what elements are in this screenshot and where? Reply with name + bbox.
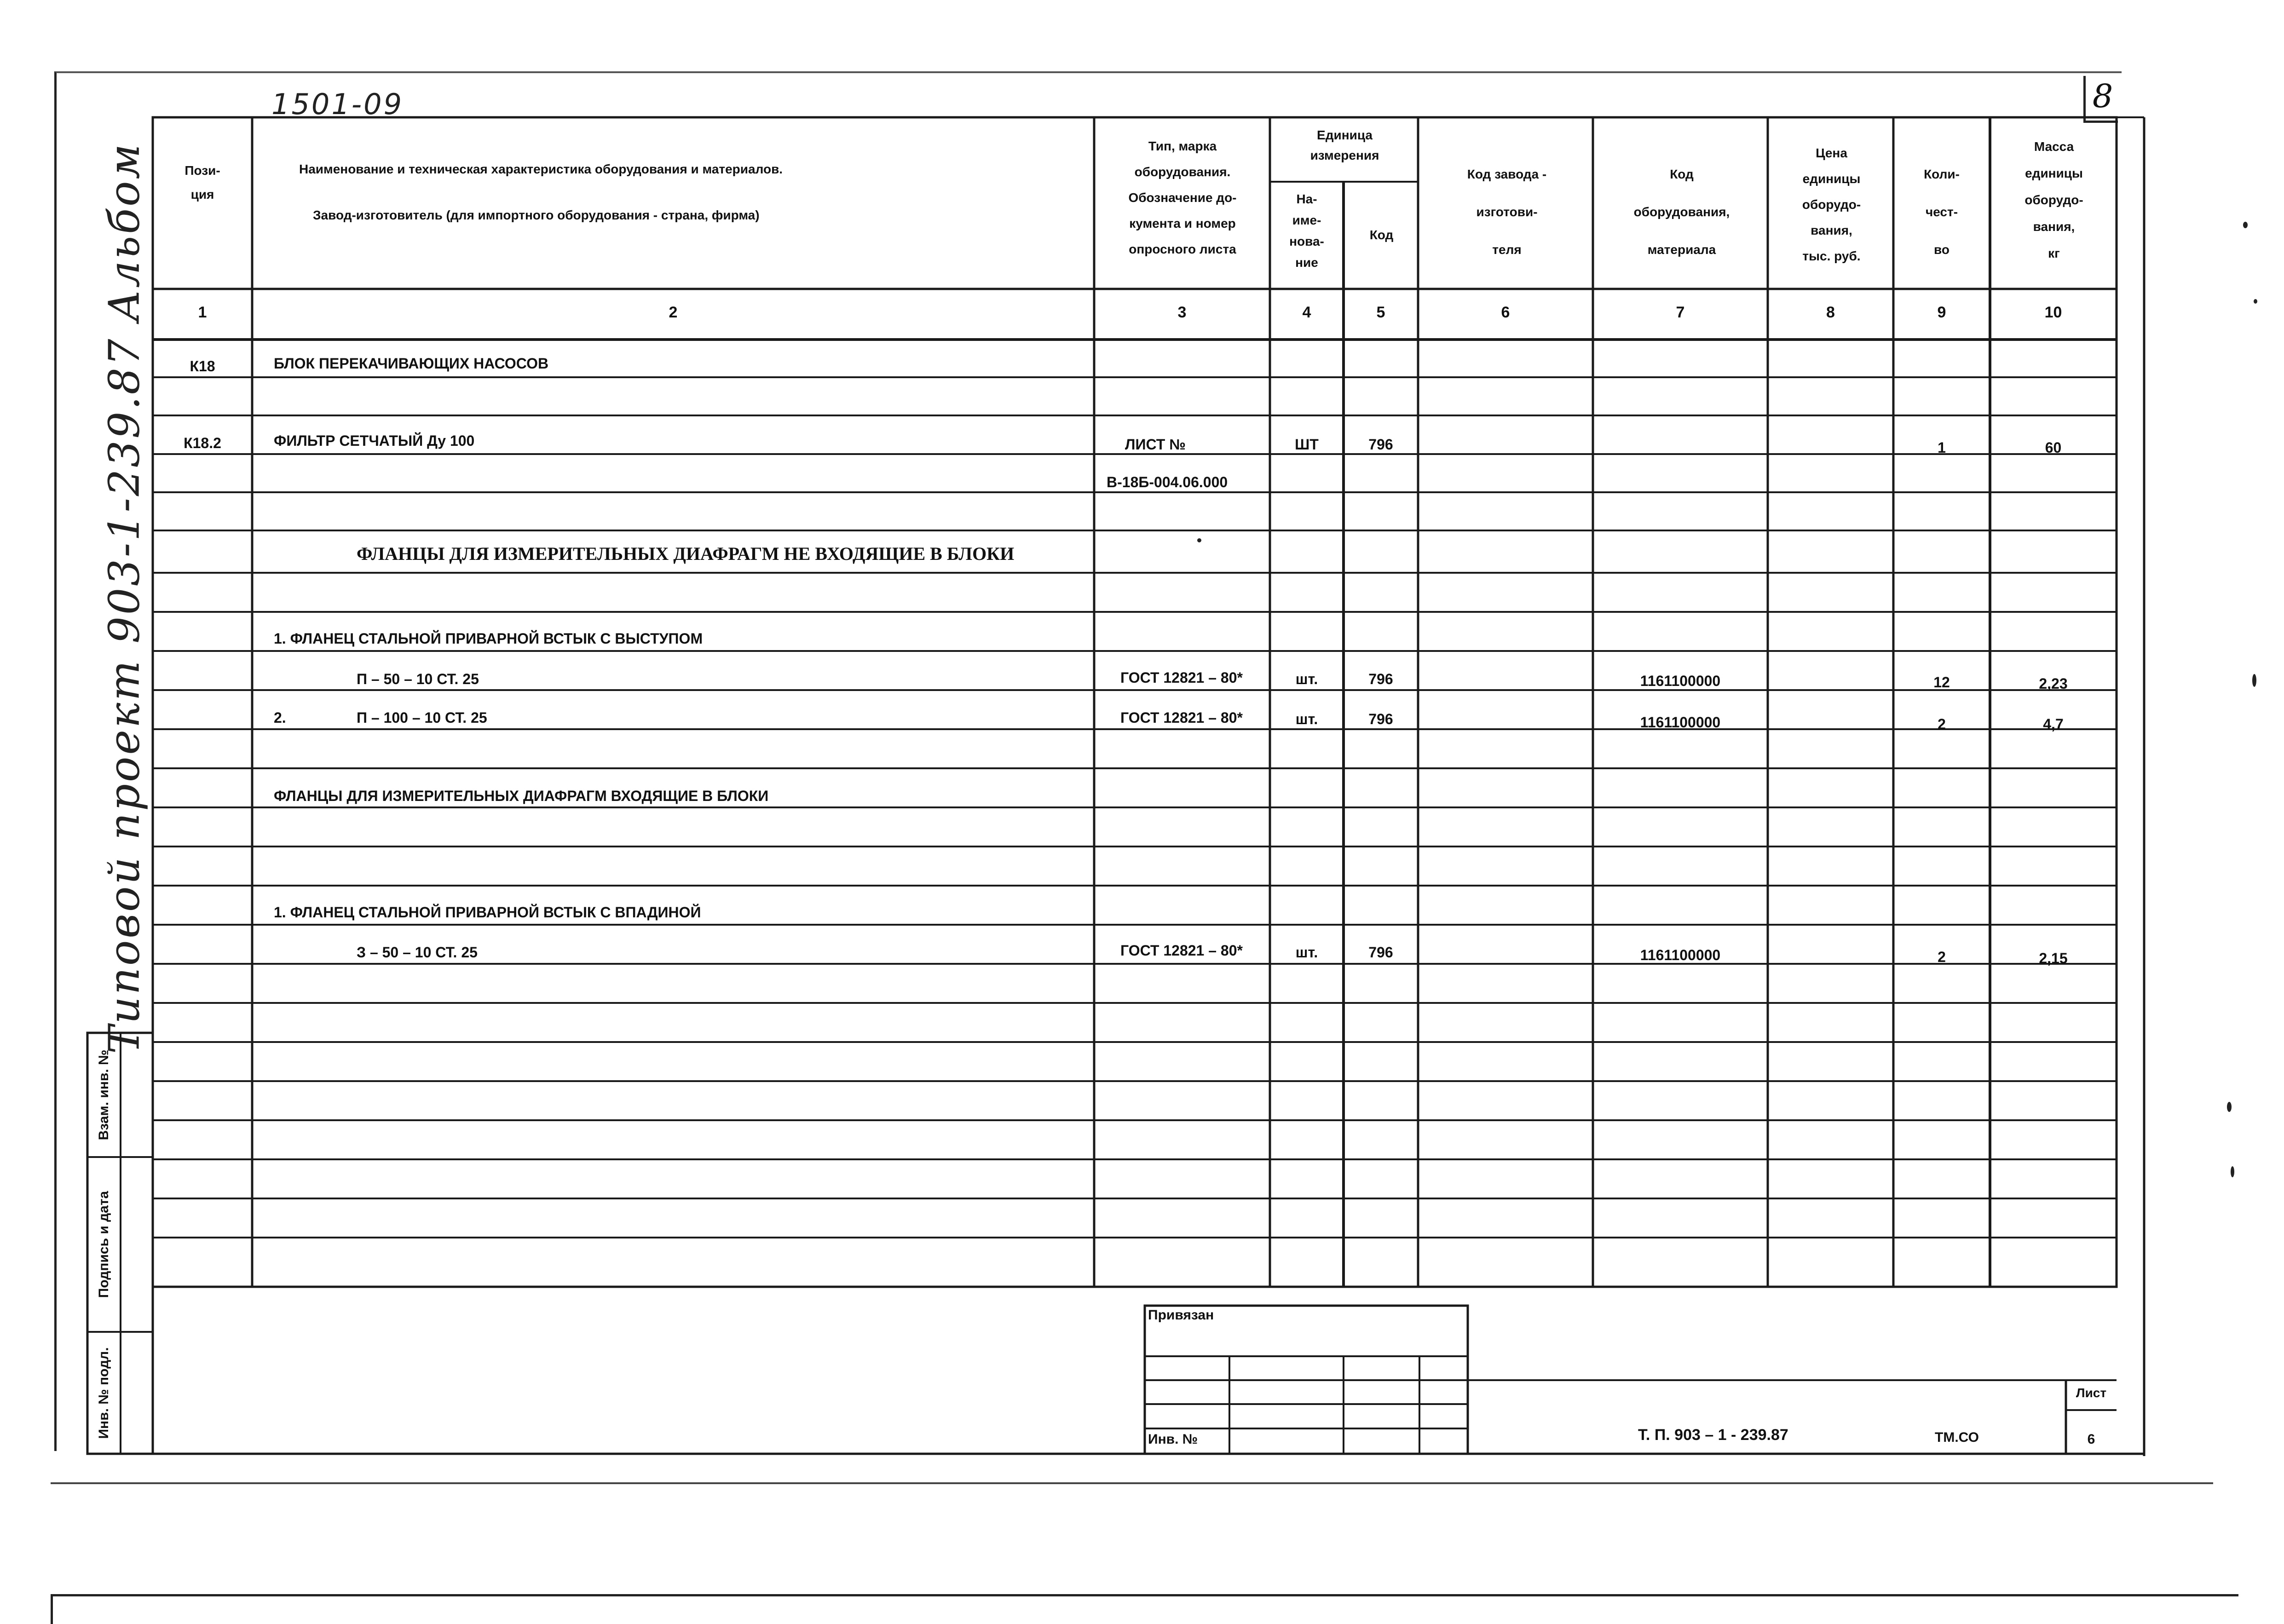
row5-type: ГОСТ 12821 – 80* — [1120, 669, 1243, 686]
row7-name: 1. ФЛАНЕЦ СТАЛЬНОЙ ПРИВАРНОЙ ВСТЫК С ВПАДИНОЙ — [274, 904, 701, 921]
stamp-inventory: Инв. № — [1148, 1432, 1198, 1447]
colnum-7: 7 — [1676, 304, 1685, 321]
vertical-project-title: Типовой проект 903-1-239.87 Альбом — [99, 142, 149, 1054]
row8-quantity: 2 — [1938, 949, 1946, 965]
colnum-4: 4 — [1302, 304, 1311, 321]
scan-speck — [1197, 538, 1201, 542]
stamp-sheet-label: Лист — [2076, 1386, 2107, 1400]
row8-mass: 2,15 — [2039, 950, 2068, 967]
row5-mass: 2,23 — [2039, 675, 2068, 692]
row6-type: ГОСТ 12821 – 80* — [1120, 709, 1243, 726]
header-position: Пози- ция — [185, 163, 220, 202]
stamp-section: ТМ.СО — [1935, 1430, 1979, 1445]
row5-unit: шт. — [1295, 671, 1318, 687]
row2-code: 796 — [1368, 436, 1393, 453]
colnum-9: 9 — [1937, 304, 1946, 321]
stamp-sheet-value: 6 — [2087, 1432, 2095, 1447]
stamp-designation: Т. П. 903 – 1 - 239.87 — [1638, 1426, 1788, 1444]
row6-unit: шт. — [1295, 711, 1318, 727]
header-material-code: Код оборудования, материала — [1633, 167, 1730, 257]
header-price: Цена единицы оборудо- вания, тыс. руб. — [1802, 146, 1861, 263]
row2-position: К18.2 — [184, 435, 221, 451]
section-heading-2: ФЛАНЦЫ ДЛЯ ИЗМЕРИТЕЛЬНЫХ ДИАФРАГМ ВХОДЯЩИЕ В БЛОКИ — [274, 788, 769, 804]
row2-name: ФИЛЬТР СЕТЧАТЫЙ Ду 100 — [274, 432, 475, 449]
row5-code: 796 — [1368, 671, 1393, 687]
header-quantity: Коли- чест- во — [1924, 167, 1960, 257]
row6-mass: 4,7 — [2043, 716, 2064, 732]
side-stamp-inventory: Инв. № подл. — [96, 1347, 111, 1439]
row2-quantity: 1 — [1938, 439, 1946, 456]
row6-material-code: 1161100000 — [1640, 714, 1721, 731]
row8-unit: шт. — [1295, 944, 1318, 961]
colnum-10: 10 — [2044, 304, 2062, 321]
sheet-number: 8 — [2092, 77, 2113, 115]
header-factory-code: Код завода - изготови- теля — [1467, 167, 1547, 257]
handwritten-code: 1501-09 — [271, 87, 404, 121]
header-unit-name: На- име- нова- ние — [1289, 192, 1324, 270]
row6-code: 796 — [1368, 711, 1393, 727]
row8-name: З – 50 – 10 СТ. 25 — [357, 944, 478, 961]
header-unit-group: Единица измерения — [1310, 128, 1379, 162]
scan-speck — [2231, 1166, 2234, 1177]
colnum-8: 8 — [1826, 304, 1835, 321]
scan-speck — [2252, 674, 2256, 687]
scan-speck — [2243, 222, 2248, 228]
header-unit-code: Код — [1369, 228, 1394, 242]
row1-name: БЛОК ПЕРЕКАЧИВАЮЩИХ НАСОСОВ — [274, 355, 549, 372]
row2-mass: 60 — [2045, 439, 2062, 456]
row8-material-code: 1161100000 — [1640, 947, 1721, 963]
colnum-5: 5 — [1376, 304, 1385, 321]
row4-name: 1. ФЛАНЕЦ СТАЛЬНОЙ ПРИВАРНОЙ ВСТЫК С ВЫСТУПОМ — [274, 630, 703, 647]
row1-position: К18 — [190, 358, 215, 374]
row3-document: В-18Б-004.06.000 — [1107, 474, 1228, 490]
row8-type: ГОСТ 12821 – 80* — [1120, 942, 1243, 959]
scan-speck — [2227, 1102, 2232, 1112]
scan-speck — [2254, 299, 2257, 304]
side-stamp-replacement: Взам. инв. № — [96, 1049, 111, 1140]
header-mass: Масса единицы оборудо- вания, кг — [2024, 139, 2083, 260]
stamp-attached: Привязан — [1148, 1307, 1214, 1323]
header-name-line1: Наименование и техническая характеристика оборудования и материалов. — [299, 162, 783, 176]
side-stamp-signature: Подпись и дата — [96, 1191, 111, 1298]
row5-quantity: 12 — [1933, 674, 1950, 691]
row6-number: 2. — [274, 709, 286, 726]
section-heading-1: ФЛАНЦЫ ДЛЯ ИЗМЕРИТЕЛЬНЫХ ДИАФРАГМ НЕ ВХОДЯЩИЕ В БЛОКИ — [357, 543, 1015, 564]
colnum-6: 6 — [1501, 304, 1510, 321]
header-name-line2: Завод-изготовитель (для импортного оборудования - страна, фирма) — [313, 208, 760, 222]
colnum-3: 3 — [1177, 304, 1187, 321]
colnum-1: 1 — [198, 304, 207, 321]
row6-name: П – 100 – 10 СТ. 25 — [357, 709, 487, 726]
row5-name: П – 50 – 10 СТ. 25 — [357, 671, 479, 687]
row8-code: 796 — [1368, 944, 1393, 961]
row2-unit: ШТ — [1295, 436, 1319, 453]
colnum-2: 2 — [669, 304, 678, 321]
row6-quantity: 2 — [1938, 716, 1946, 732]
header-type: Тип, марка оборудования. Обозначение до- кумента и номер опросного листа — [1128, 139, 1237, 256]
row2-type: ЛИСТ № — [1125, 436, 1186, 453]
row5-material-code: 1161100000 — [1640, 673, 1721, 689]
